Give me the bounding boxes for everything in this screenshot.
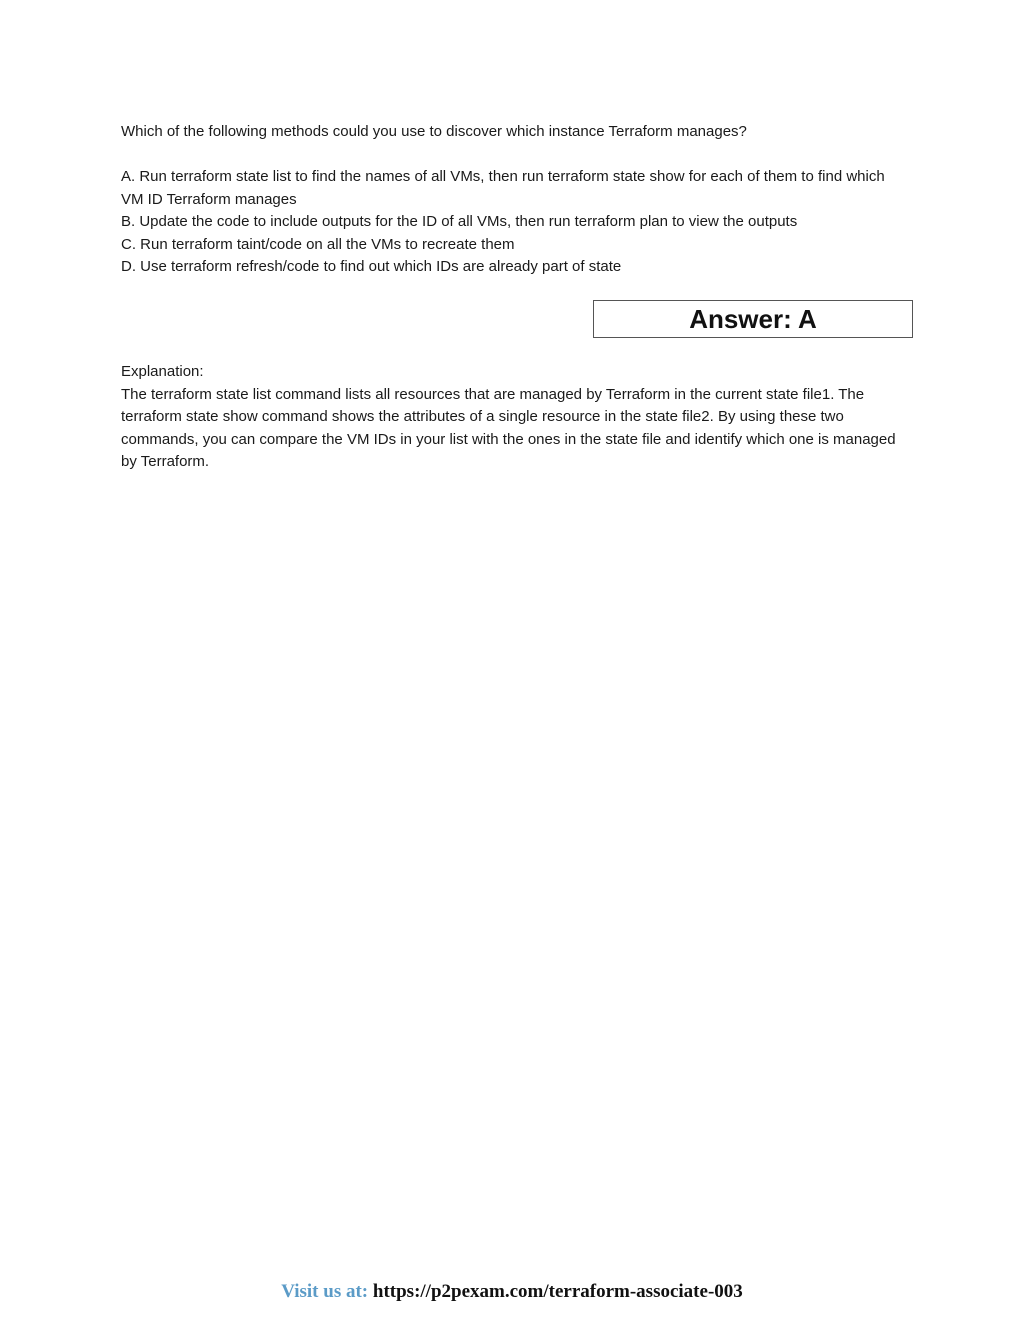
footer-url-link[interactable]: https://p2pexam.com/terraform-associate-003 bbox=[372, 1281, 743, 1302]
explanation-heading: Explanation: bbox=[121, 363, 204, 380]
option-d: D. Use terraform refresh/code to find out which IDs are already part of state bbox=[121, 258, 622, 275]
options-list bbox=[121, 166, 911, 279]
answer-box bbox=[593, 300, 913, 338]
option-b: B. Update the code to include outputs for the ID of all VMs, then run terraform plan to view the outputs bbox=[121, 213, 798, 230]
question-text: Which of the following methods could you use to discover which instance Terraform manages? bbox=[121, 123, 747, 140]
option-c: C. Run terraform taint/code on all the VMs to recreate them bbox=[121, 235, 515, 253]
explanation-body: The terraform state list command lists all resources that are managed by Terraform in the current state file1. The terraform state show command shows the attributes of a single resource in the state file2. By using these two commands, you can compare the VM IDs in your list with the ones in the state file and identify which one is managed by Terraform. bbox=[121, 385, 896, 470]
question-block bbox=[121, 121, 911, 144]
option-a: A. Run terraform state list to find the names of all VMs, then run terraform state show for each of them to find which VM ID Terraform manages bbox=[121, 168, 885, 208]
answer-label: Answer: A bbox=[689, 303, 817, 334]
explanation-block bbox=[121, 361, 911, 474]
footer bbox=[0, 1281, 1024, 1303]
footer-visit-label: Visit us at: bbox=[281, 1281, 369, 1302]
